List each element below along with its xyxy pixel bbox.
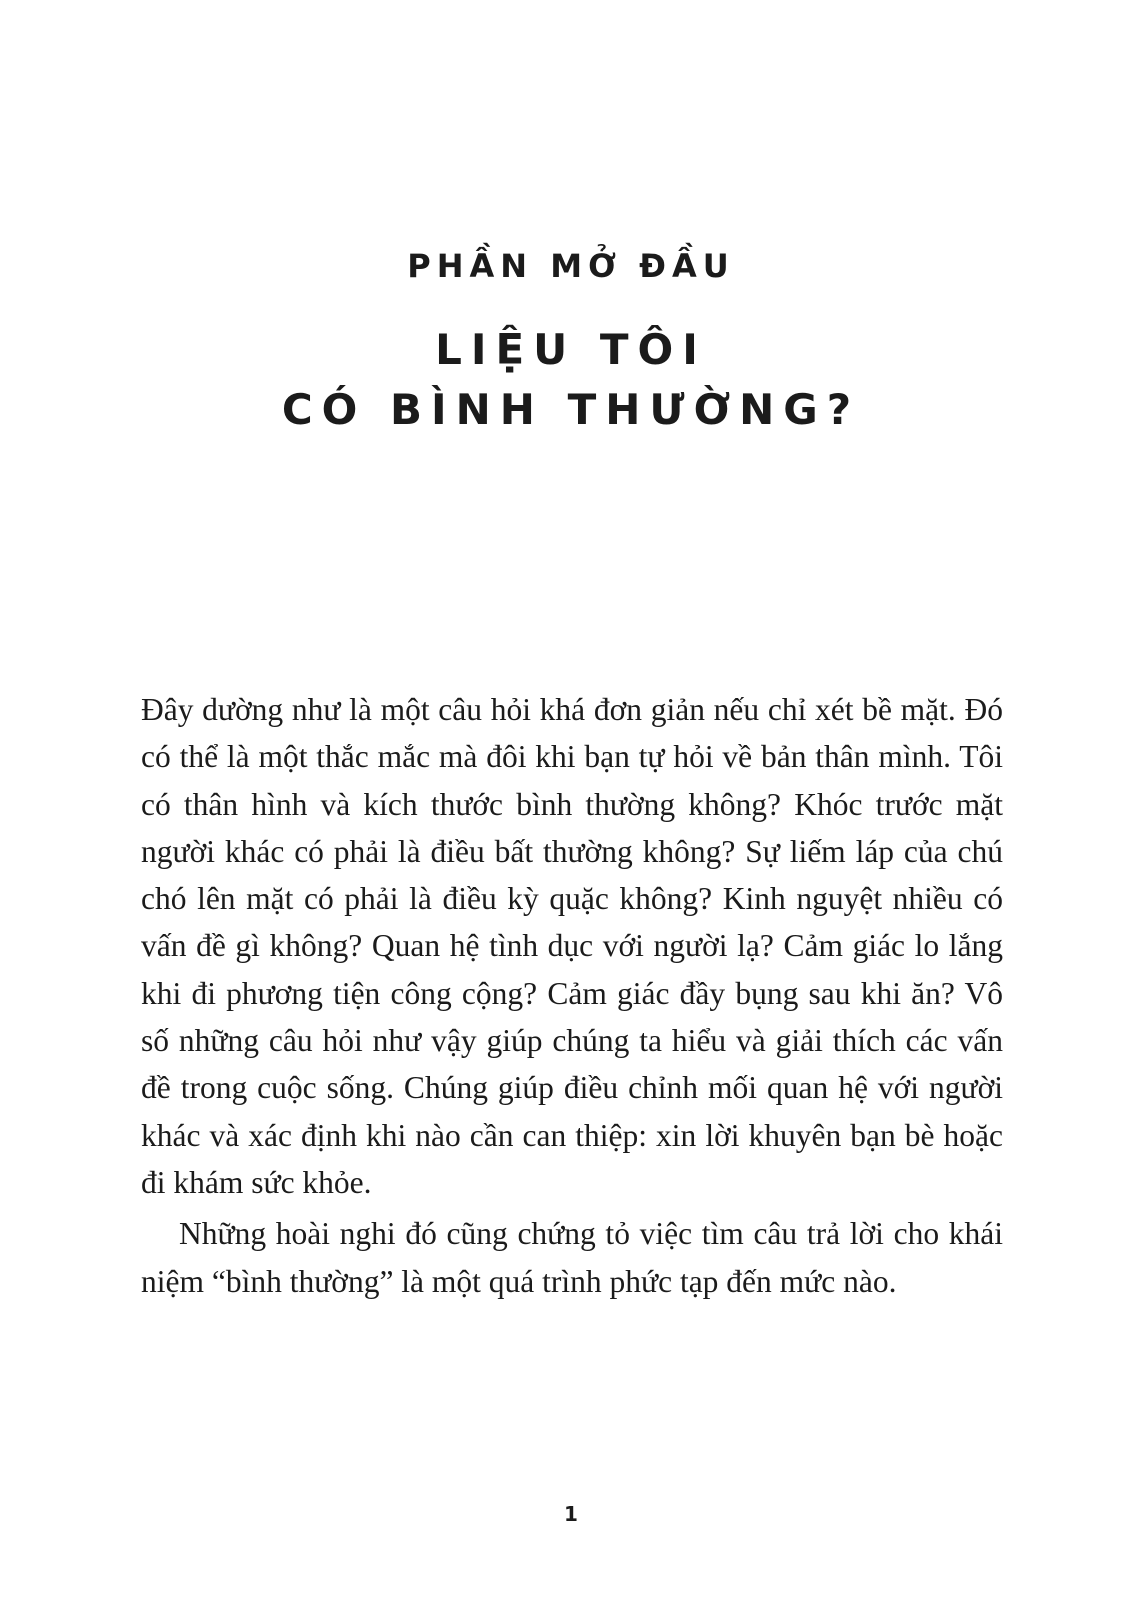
- chapter-title-line-1: LIỆU TÔI: [435, 325, 707, 374]
- chapter-title-line-2: CÓ BÌNH THƯỜNG?: [281, 385, 861, 434]
- chapter-label: PHẦN MỞ ĐẦU: [407, 247, 735, 285]
- paragraph-1: Đây dường như là một câu hỏi khá đơn giản nếu chỉ xét bề mặt. Đó có thể là một thắc mắc mà đôi khi bạn tự hỏi về bản thân mình. Tôi có thân hình và kích thước bình thường không? Khóc trước mặt người khác có phải là điều bất thường không? Sự liếm láp của chú chó lên mặt có phải là điều kỳ quặc không? Kinh nguyệt nhiều có vấn đề gì không? Quan hệ tình dục với người lạ? Cảm giác lo lắng khi đi phương tiện công cộng? Cảm giác đầy bụng sau khi ăn? Vô số những câu hỏi như vậy giúp chúng ta hiểu và giải thích các vấn đề trong cuộc sống. Chúng giúp điều chỉnh mối quan hệ với người khác và xác định khi nào cần can thiệp: xin lời khuyên bạn bè hoặc đi khám sức khỏe.: [141, 692, 1003, 1200]
- chapter-title: [0, 320, 1142, 440]
- body-text: [141, 686, 1003, 1309]
- page-number: 1: [564, 1502, 578, 1526]
- paragraph-2: Những hoài nghi đó cũng chứng tỏ việc tìm câu trả lời cho khái niệm “bình thường” là một quá trình phức tạp đến mức nào.: [141, 1216, 1003, 1299]
